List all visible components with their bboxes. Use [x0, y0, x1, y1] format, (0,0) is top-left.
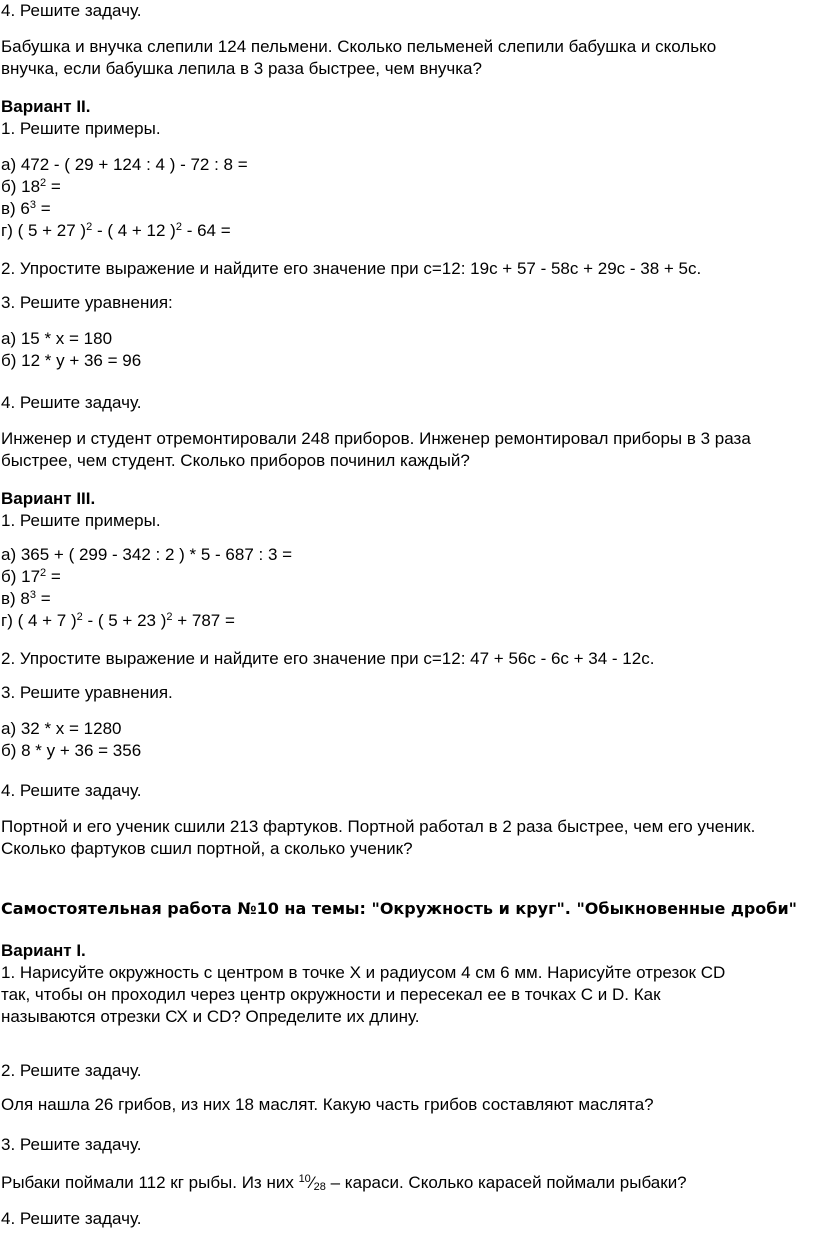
equation-b: б) 8 * у + 36 = 356	[1, 741, 142, 760]
task4-title: 4. Решите задачу.	[1, 1, 142, 20]
variant-title: Вариант I.	[1, 941, 86, 960]
example-g: г) ( 4 + 7 )$^2$ - ( 5 + 23 )$^2$ + 787 =	[1, 611, 235, 630]
fraction-denominator: 28	[313, 1181, 326, 1193]
task4-text-line: Сколько фартуков сшил портной, а сколько ученик?	[1, 839, 413, 858]
task4-text-line: внучка, если бабушка лепила в 3 раза быстрее, чем внучка?	[1, 59, 482, 78]
example-b: б) $18^2$ =	[1, 177, 61, 196]
task1-text-line: называются отрезки СХ и CD? Определите их длину.	[1, 1007, 420, 1026]
variant-title: Вариант II.	[1, 97, 91, 116]
section-heading: Самостоятельная работа №10 на темы: "Окружность и круг". "Обыкновенные дроби"	[1, 899, 797, 918]
task2-text: 2. Упростите выражение и найдите его значение при с=12: 19с + 57 - 58с + 29с - 38 + 5с.	[1, 259, 702, 278]
task1-title: 1. Решите примеры.	[1, 119, 161, 138]
fraction-numerator: 10	[298, 1173, 311, 1185]
equation-a: а) 32 * х = 1280	[1, 719, 122, 738]
example-a: а) 365 + ( 299 - 342 : 2 ) * 5 - 687 : 3 =	[1, 545, 293, 564]
equation-b: б) 12 * у + 36 = 96	[1, 351, 142, 370]
task3-text: Рыбаки поймали 112 кг рыбы. Из них $^{10}$⁄28 – караси. Сколько карасей поймали рыбаки?	[1, 1173, 687, 1193]
task3-title: 3. Решите уравнения.	[1, 683, 173, 702]
task4-text-line: Бабушка и внучка слепили 124 пельмени. Сколько пельменей слепили бабушка и сколько	[1, 37, 717, 56]
task4-title: 4. Решите задачу.	[1, 1209, 142, 1228]
task3-title: 3. Решите задачу.	[1, 1135, 142, 1154]
task4-title: 4. Решите задачу.	[1, 393, 142, 412]
task3-title: 3. Решите уравнения:	[1, 293, 173, 312]
task4-text-line: Портной и его ученик сшили 213 фартуков. Портной работал в 2 раза быстрее, чем его ученик.	[1, 817, 756, 836]
example-b: б) $17^2$ =	[1, 567, 61, 586]
task2-title: 2. Решите задачу.	[1, 1061, 142, 1080]
example-v: в) $6^3$ =	[1, 199, 51, 218]
equation-a: а) 15 * х = 180	[1, 329, 113, 348]
task4-text-line: быстрее, чем студент. Сколько приборов починил каждый?	[1, 451, 470, 470]
task1-text-line: 1. Нарисуйте окружность с центром в точке Х и радиусом 4 см 6 мм. Нарисуйте отрезок CD	[1, 963, 726, 982]
example-a: а) 472 - ( 29 + 124 : 4 ) - 72 : 8 =	[1, 155, 248, 174]
task2-text: 2. Упростите выражение и найдите его значение при с=12: 47 + 56с - 6с + 34 - 12с.	[1, 649, 655, 668]
example-v: в) $8^3$ =	[1, 589, 51, 608]
variant-title: Вариант III.	[1, 489, 96, 508]
task4-title: 4. Решите задачу.	[1, 781, 142, 800]
task2-text: Оля нашла 26 грибов, из них 18 маслят. Какую часть грибов составляют маслята?	[1, 1095, 654, 1114]
fraction-slash: ⁄	[310, 1173, 314, 1192]
task4-text-line: Инженер и студент отремонтировали 248 приборов. Инженер ремонтировал приборы в 3 раза	[1, 429, 751, 448]
task1-title: 1. Решите примеры.	[1, 511, 161, 530]
example-g: г) ( 5 + 27 )$^2$ - ( 4 + 12 )$^2$ - 64 =	[1, 221, 231, 240]
task1-text-line: так, чтобы он проходил через центр окружности и пересекал ее в точках С и D. Как	[1, 985, 661, 1004]
